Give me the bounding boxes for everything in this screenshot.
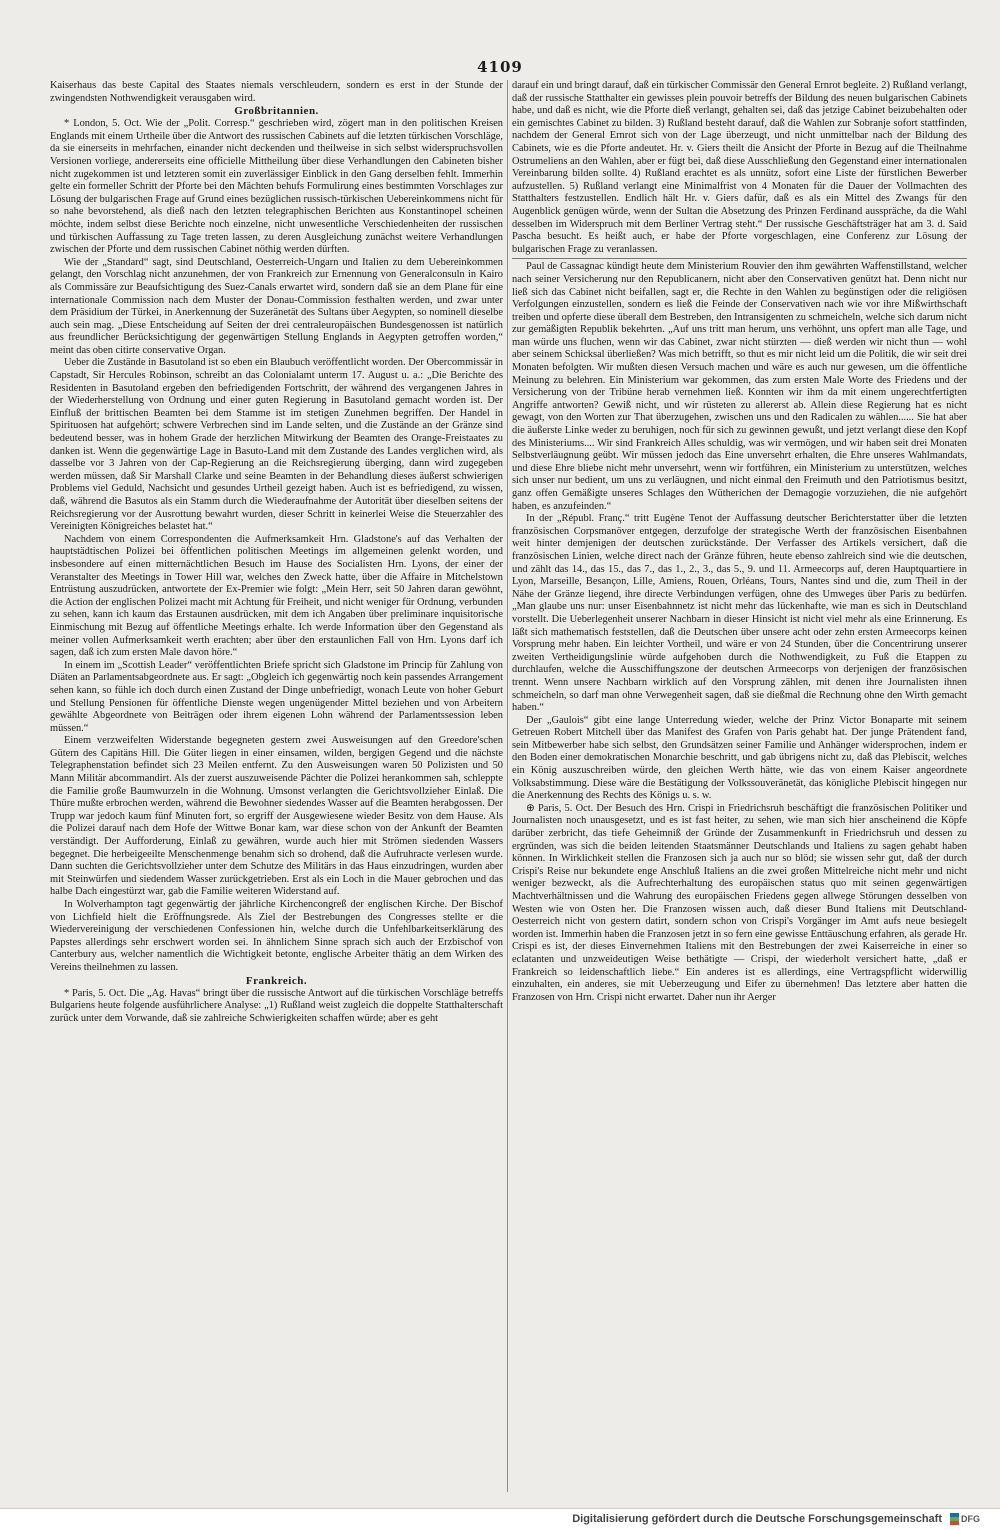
article-paragraph: Wie der „Standard“ sagt, sind Deutschland, Oesterreich-Ungarn und Italien zu dem Uebereinkommen gelangt, den Vorschlag nicht anzunehmen, der von Frankreich zur Ernennung von Generalconsuln in Kairo als Commissäre zur Beaufsichtigung des Suez-Canals erwartet wird, sondern daß sie an dem Plane für eine internationale Commission nach dem Muster der Donau-Commission festhalten werden, und zwar unter dem Präsidium der Türkei, in Anerkennung der Suzeränetät des Sultans über Aegypten, so nominell dieselbe auch sein mag. „Diese Entscheidung auf Seiten der drei centraleuropäischen Bundesgenossen ist natürlich aus freundlicher Berücksichtigung der gegenwärtigen Stellung Englands in Aegypten getroffen worden,“ meint das oben citirte conservative Organ. — [50, 256, 503, 356]
article-paragraph: Ueber die Zustände in Basutoland ist so eben ein Blaubuch veröffentlicht worden. Der Obercommissär in Capstadt, Sir Hercules Robinson, schreibt an das Colonialamt unterm 17. August u. a.: „Die Berichte des Residenten in Basutoland ergeben den befriedigenden Fortschritt, der während des vergangenen Jahres in der Wiederherstellung von Ordnung und einer guten Regierung in Basutoland gemacht worden ist. Der Einfluß der brittischen Beamten bei dem Stamme ist im stetigen Zunehmen begriffen. Der Handel in Spirituosen hat aufgehört; schwere Verbrechen sind im Lande selten, und die Zustände an der Gränze sind bedeutend besser, was in hohem Grade der herzlichen Mitwirkung der Beamten des Orange-Freistaates zu danken ist. Wenn die gegenwärtige Lage in Basuto-Land mit dem Zustande des Landes verglichen wird, als dasselbe vor 3 Jahren von der Cap-Regierung an die Reichsregierung überging, dann wird zugegeben werden müssen, daß Sir Marshall Clarke und seine Beamten in der Behandlung dieses äußerst schwierigen Problems viel Geduld, Nachsicht und gesundes Urtheil gezeigt haben. Auch ist es befriedigend, zu wissen, daß, während die Basutos als ein Stamm durch die Wiederaufnahme der Autorität über dieselben seitens der Reichsregierung vor der Ausrottung bewahrt wurden, dieser Schritt in keinerlei Weise die Steuerzahler des Vereinigten Königreiches belastet hat.“ — [50, 357, 503, 533]
article-paragraph: * Paris, 5. Oct. Die „Ag. Havas“ bringt über die russische Antwort auf die türkischen Vorschläge betreffs Bulgariens heute folgende ausführlichere Analyse: „1) Rußland weist zugleich die doppelte Statthalterschaft zurück unter dem Vorwande, daß sie zahlreiche Schwierigkeiten schaffen würde; aber es geht — [50, 987, 503, 1024]
dfg-logo-text: DFG — [961, 1514, 980, 1524]
article-divider — [512, 258, 967, 259]
section-heading-france: Frankreich. — [245, 974, 308, 987]
article-paragraph: Nachdem von einem Correspondenten die Aufmerksamkeit Hrn. Gladstone's auf das Verhalten der hauptstädtischen Polizei bei öffentlichen politischen Meetings im allgemeinen gelenkt worden, und insbesondere auf einen mitternächtlichen Besuch im Hause des Socialisten Hrn. Lyons, der einer der Veranstalter des Meetings in Tower Hill war, welches den Zweck hatte, über die Affaire in Mitchelstown Entrüstung auszudrücken, antwortete der Ex-Premier wie folgt: „Mein Herr, seit 50 Jahren daran gewöhnt, die Action der englischen Polizei macht mit Achtung für Freiheit, und nicht weniger für Ordnung, verbunden zu sehen, kann ich kaum das Erstaunen ausdrücken, mit dem ich Angaben über preliminare inquisitorische Einmischung mit Bezug auf öffentliche Meetings erhalte. Ich werde Information über den Gegenstand als meiner vollen Aufmerksamkeit werth erachten; aber über den erstaunlichen Fall von Hrn. Lyons darf ich sagen, daß ich zum ersten Male davon höre.“ — [50, 533, 503, 659]
left-column — [50, 80, 503, 1492]
article-paragraph: Paul de Cassagnac kündigt heute dem Ministerium Rouvier den ihm gewährten Waffenstillstand, welcher nach seiner Versicherung nur den Republicanern, nicht aber den Conservativen genützt hat. Denn nicht nur ließ sich das Cabinet nicht beifallen, sagt er, die Rechte in den Wahlen zu begünstigen oder die religiösen Verfolgungen einzustellen, sondern es ließ die Feinde der Conservativen nach wie vor ihre Mißwirthschaft treiben und opferte diese überall dem Bestreben, den Intransigenten zu schmeicheln, welche sich darum nicht zur gemäßigten Republik bekehrten. „Auf uns tritt man herum, uns verhöhnt, uns opfert man alle Tage, und man würde uns fluchen, wenn wir das Cabinet, zwar nicht stürzten — dieß werden wir nicht thun — wohl aber seinem Schicksal überließen? Was mich betrifft, so thut es mir nicht leid um die Politik, die wir seit drei Monaten befolgten. Wir mußten diesen Versuch machen und wäre es auch nur gewesen, um die öffentliche Meinung zu belehren. Ein Ministerium war gekommen, das zum ersten Male Worte des Friedens und der Versicherung von der Tribüne herab vernehmen ließ. Konnten wir ihm da mit einem ungerechtfertigten Angriffe antworten? Gewiß nicht, und wir rüsteten zu allererst ab. Allein diese Regierung hat es nicht gewagt, von den Worten zur That überzugehen, zwischen uns und den Radicalen zu wählen...... Sie hat aber die äußerste Linke weder zu beruhigen, noch für sich zu gewinnen gewußt, und jetzt verlangt diese den Kopf des Ministeriums.... Wir sind Frankreich Alles schuldig, was wir vermögen, und wir haben seit drei Monaten Selbstverläugnung geübt. Wir müssen jedoch das Eine unversehrt erhalten, die Ehre unseres Wahlmandats, und diese Ehre bliebe nicht mehr unversehrt, wenn wir fortführen, ein Ministerium zu unterstützen, welches sich unser nur bedient, um uns zu verläugnen, und nicht einmal den Freimuth und den Patriotismus besitzt, ganz offen Gemäßigte unseres Schlages den Wütherichen der Demagogie vorzuziehen, die nie aufgehört haben, es anzufeinden.“ — [512, 261, 967, 512]
footer-credit: Digitalisierung gefördert durch die Deutsche Forschungsgemeinschaft — [572, 1513, 942, 1525]
article-paragraph: Kaiserhaus das beste Capital des Staates niemals verschleudern, sondern es erst in der Stunde der zwingendsten Nothwendigkeit verausgaben wird. — [50, 80, 503, 104]
article-paragraph: In der „Républ. Franç.“ tritt Eugène Tenot der Auffassung deutscher Berichterstatter über die letzten französischen Corpsmanöver entgegen, derzufolge der strategische Werth der französischen Eisenbahnen weit hinter demjenigen der deutschen zurückstände. Der Verfasser des Artikels versichert, daß die französischen Linien, welche direct nach der Gränze führen, heute ebenso zahlreich sind wie die deutschen, und zählt das 14., das 15., das 7., das 1., 2., 3., das 5., 9. und 11. Armeecorps auf, deren Hauptquartiere in Lyon, Marseille, Besançon, Lille, Amiens, Rouen, Orléans, Tours, Nantes sind und die, zum Theil in der Nähe der Gränze liegend, ihre directe Verbindungen verfügen, ohne des Umweges über Paris zu bedürfen. „Man glaube uns nur: unser Eisenbahnnetz ist nicht mehr das lückenhafte, wie man es sich in Deutschland vorstellt. Die Ueberlegenheit unserer Nachbarn in dieser Hinsicht ist nicht viel mehr als eine Erinnerung. Es läßt sich mathematisch feststellen, daß die Deutschen über unsere acht oder zehn ersten Armeecorps keinen Vorsprung mehr haben. Ein leichter Vortheil, und wäre er von 24 Stunden, über die Concentrirung unserer zweiten Vertheidigungslinie würde aufgehoben durch die Nothwendigkeit, zu Fuß die Etappen zu durchlaufen, welche die Ausschiffungszone der deutschen Armeecorps von derjenigen der französischen trennt. Wenn unsere Nachbarn wirklich auf den Vorsprung zählen, mit denen ihre Journalisten ihnen schmeicheln, so darf man ohne Verwegenheit sagen, daß sie dießmal die Rechnung ohne den Wirth gemacht haben.“ — [512, 513, 967, 714]
column-divider — [507, 80, 508, 1492]
article-paragraph: darauf ein und bringt darauf, daß ein türkischer Commissär den General Ernrot begleite. 2) Rußland verlangt, daß der russische Statthalter ein gewisses plein pouvoir betreffs der Bildung des neuen bulgarischen Cabinets habe, und daß es nicht, wie die Pforte dieß verlangt, gehalten sei, daß das jetzige Cabinet beizubehalten oder ein gemischtes Cabinet zu bilden. 3) Rußland besteht darauf, daß die Wahlen zur Sobranje sofort stattfinden, nachdem der General Ernrot sich von der Lage überzeugt, und nicht unmittelbar nach der Bildung des Cabinets, wie es die Pforte andeutet. Hr. v. Giers theilt die Ansicht der Pforte in Bezug auf die Theilnahme Ostrumeliens an den Wahlen, aber er fügt bei, daß diese Ausschließung den Gegenstand einer internationalen Vereinbarung bilden sollte. 4) Rußland erachtet es als unnütz, sofort eine Liste der fürstlichen Bewerber aufzustellen. 5) Rußland verlangt eine Minimalfrist von 4 Monaten für die Dauer der Vollmachten des Statthalters festzustellen. Endlich hält Hr. v. Giers dafür, daß es als ein Mittel des Zwangs für den Augenblick genügen würde, wenn der Sultan die Absetzung des Prinzen Ferdinand ausspräche, da die Wahl desselben im Widerspruch mit dem Berliner Vertrag steht.“ Der russische Geschäftsträger hat am 3. d. Said Pascha besucht. Es heißt auch, er habe der Pforte vorgeschlagen, eine Conferenz zur Lösung der bulgarischen Frage zu veranlassen. — [512, 80, 967, 255]
article-paragraph: In einem im „Scottish Leader“ veröffentlichten Briefe spricht sich Gladstone im Princip für Zahlung von Diäten an Parlamentsabgeordnete aus. Er sagt: „Obgleich ich gegenwärtig noch kein passendes Arrangement sehen kann, so fühle ich doch durch einen Zustand der Dinge unbefriedigt, wonach Leute von hoher Geburt und Stellung Pensionen für öffentliche Dienste wegen ungenügender Mittel beziehen und von Arbeitern gewählte Abgeordnete von Beiträgen oder ihrem eigenen Lohn während der Parlamentssession leben müssen.“ — [50, 659, 503, 734]
dfg-logo — [950, 1512, 988, 1526]
right-column — [512, 80, 967, 1492]
article-paragraph: ⊕ Paris, 5. Oct. Der Besuch des Hrn. Crispi in Friedrichsruh beschäftigt die französischen Politiker und Journalisten noch unausgesetzt, und es ist fast heiter, zu sehen, wie man sich hier anscheinend die Köpfe darüber zerbricht, das tiefe Geheimniß der Gründe der Zusammenkunft in Friedrichsruh und dessen zu ergründen, was sich die beiden leitenden Staatsmänner Deutschlands und Italiens zu sagen gehabt haben können. In Wirklichkeit stellen die Franzosen sich ja auch nur so blöd; sie wissen sehr gut, daß der durch Crispi's Reise nur bekundete enge Anschluß Italiens an die zwei großen Mittelreiche nicht mehr und nicht weniger bezweckt, als die Aufrechterhaltung des europäischen status quo mit seinen gegenwärtigen Machtverhältnissen und die Wahrung des europäischen Friedens gegen allwege Störungen desselben von Westen wie von Osten her. Die Franzosen wissen auch, daß dieser Bund Italiens mit Deutschland-Oesterreich nicht von gestern datirt, sondern schon von Crispi's Vorgänger im Amt aufs neue besiegelt worden ist. Immerhin haben die Franzosen jetzt in so fern eine gewisse Enttäuschung erfahren, als gerade Hr. Crispi es ist, der dieses Einvernehmen Italiens mit den Bestrebungen der zwei Kaiserreiche in einer so eclatanten und unzweideutigen Weise bethätigte — Crispi, der wiederholt versichert hatte, „daß er Frankreich so leidenschaftlich liebe.“ Ein anderes ist es allerdings, eine Vertragspflicht widerwillig einzuhalten, ein anderes, sie mit Ueberzeugung und Eifer zu übernehmen! Das letztere aber hatten die Franzosen von Hrn. Crispi nicht erwartet. Daher nun ihr Aerger — [512, 802, 967, 1003]
dfg-logo-icon — [950, 1513, 959, 1525]
article-paragraph: * London, 5. Oct. Wie der „Polit. Corresp.“ geschrieben wird, zögert man in den politischen Kreisen Englands mit einem Urtheile über die Antwort des russischen Cabinets auf die letzten türkischen Vorschläge, da sie einerseits in mehrfachen, einander nicht deckenden und theilweise in sich selbst widerspruchsvollen Versionen vorliege, andererseits eine officielle Mittheilung über diese Verhandlungen den Cabineten bisher nicht zugekommen ist und letzteren somit ein zuverlässiger Einblick in den Gang derselben fehlt. Immerhin gelte ein formeller Schritt der Pforte bei den Mächten behufs Formulirung eines bestimmten Vorschlages zur Lösung der bulgarischen Frage auf Grund eines bezüglichen russisch-türkischen Uebereinkommens nicht für so nahe bevorstehend, als dieß nach den letzten telegraphischen Berichten aus Konstantinopel scheinen möchte, indem selbst diese Berichte noch einzelne, nicht unwesentliche Verschiedenheiten der russischen und türkischen Auffassung zu Tage treten lassen, zu deren Ausgleichung zunächst weitere Verhandlungen zwischen der Pforte und dem russischen Cabinet nöthig werden dürften. — [50, 118, 503, 256]
section-heading-britain: Großbritannien. — [234, 105, 319, 118]
page-number: 4109 — [477, 58, 523, 76]
footer-bar — [0, 1508, 1000, 1530]
article-paragraph: Einem verzweifelten Widerstande begegneten gestern zwei Ausweisungen auf den Greedore'schen Gütern des Capitäns Hill. Die Güter liegen in einer einsamen, wilden, bergigen Gegend und die nächste Telegraphenstation befindet sich 23 Meilen entfernt. Zu den Ausweisungen waren 50 Polizisten und 50 Mann Militär abcommandirt. Als der zuerst auszuweisende Pächter die Polizei herankommen sah, schleppte die Familie große Baumwurzeln in die Wohnung. Umsonst verlangten die Gerichtsvollzieher Einlaß. Die Thüre mußte erbrochen werden, während die Bewohner siedendes Wasser auf die Beamten herabgossen. Der Trupp war jedoch kaum fünf Minuten fort, so ergriff der Ausgewiesene wieder Besitz von dem Hause. Als die Polizei darauf nach dem Hofe der Wittwe Bonar kam, war diese schon von der Ankunft der Beamten verständigt. Der Aufforderung, Einlaß zu gewähren, wurde auch hier mit Strömen siedenden Wassers begegnet. Die herbeigeeilte Menschenmenge benahm sich so drohend, daß die Aufruhracte verlesen wurde. Dann suchten die Gerichtsvollzieher unter dem Schutze des Militärs in das Haus einzudringen, wurden aber mit Steinwürfen und siedendem Wasser zurückgetrieben. Erst als ein Loch in die Mauer gebrochen und das halbe Dach eingestürzt war, gab die Familie weiteren Widerstand auf. — [50, 735, 503, 898]
article-paragraph: Der „Gaulois“ gibt eine lange Unterredung wieder, welche der Prinz Victor Bonaparte mit seinem Getreuen Robert Mitchell über das Manifest des Grafen von Paris gehabt hat. Der junge Prätendent fand, sein Mitbewerber habe sich selbst, den Grundsätzen seiner Familie und Anhänger widersprochen, indem er den Boden einer demokratischen Monarchie beschritt, und gab übrigens nicht zu, daß das Plebiscit, welches ein König auszuschreiben würde, den gleichen Werth hätte, wie das von einem Kaiser angeordnete Volksabstimmung. Diese wäre die Bestätigung der Volkssouveränetät, das königliche Plebiscit hingegen nur die Anerkennung des Rechts des Königs u. s. w. — [512, 714, 967, 802]
article-paragraph: In Wolverhampton tagt gegenwärtig der jährliche Kirchencongreß der englischen Kirche. Der Bischof von Lichfield hielt die Eröffnungsrede. Als Ziel der Bestrebungen des Congresses stellte er die Wiedervereinigung der verschiedenen Confessionen hin, welche durch die Unfehlbarkeitserklärung des Papstes allerdings sehr erschwert worden sei. In ähnlichem Sinne sprach sich auch der Erzbischof von Canterbury aus, welcher namentlich die Wichtigkeit betonte, englische Arbeiter thätig an dem Wirken des Vereins theilnehmen zu lassen. — [50, 899, 503, 973]
